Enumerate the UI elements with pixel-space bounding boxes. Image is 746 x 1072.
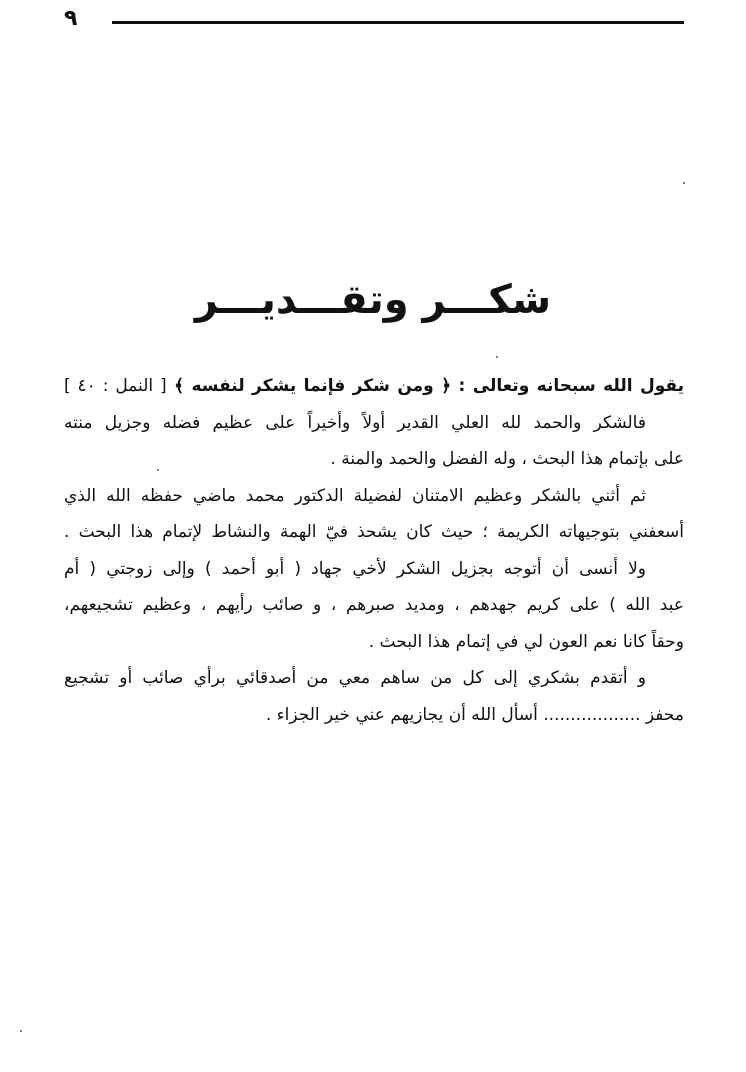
scan-speck	[157, 469, 159, 471]
quote-intro: يقول الله سبحانه وتعالى : ﴿ ومن شكر فإنما يشكر لنفسه ﴾	[174, 376, 684, 396]
paragraph-1-line-1: فالشكر والحمد لله العلي القدير أولاً وأخيراً على عظيم فضله وجزيل منته	[64, 412, 646, 433]
paragraph-1-line-2: على بإتمام هذا البحث ، وله الفضل والحمد والمنة .	[330, 449, 684, 469]
quote-line	[64, 368, 684, 405]
paragraph-2-line-1: ثم أثني بالشكر وعظيم الامتنان لفضيلة الدكتور محمد ماضي حفظه الله الذي	[64, 485, 646, 506]
scan-speck	[20, 1030, 22, 1032]
quote-citation: [ النمل : ٤٠ ]	[64, 376, 167, 396]
header-rule	[112, 21, 684, 24]
page-title: شكـــر وتقـــديـــر	[194, 277, 552, 323]
paragraph-3-line-2: عبد الله ) على كريم جهدهم ، ومديد صبرهم ، و صائب رأيهم ، وعظيم تشجيعهم،	[64, 595, 684, 615]
acknowledgement-body	[64, 368, 684, 733]
paragraph-4-line-1: و أتقدم بشكري إلى كل من ساهم معي من أصدقائي برأي صائب أو تشجيع	[64, 668, 646, 688]
scan-speck	[496, 356, 498, 358]
scan-speck	[683, 182, 685, 184]
paragraph-3-line-1: ولا أنسى أن أتوجه بجزيل الشكر لأخي جهاد ( أبو أحمد ) وإلى زوجتي ( أم	[64, 558, 646, 579]
paragraph-3-line-3: وحقاً كانا نعم العون لي في إتمام هذا البحث .	[368, 631, 684, 652]
paragraph-4-line-2: محفز .................. أسأل الله أن يجازيهم عني خير الجزاء .	[265, 704, 684, 725]
page-number: ٩	[64, 6, 78, 31]
paragraph-2-line-2: أسعفني بتوجيهاته الكريمة ؛ حيث كان يشحذ فيّ الهمة والنشاط لإتمام هذا البحث .	[64, 522, 684, 542]
